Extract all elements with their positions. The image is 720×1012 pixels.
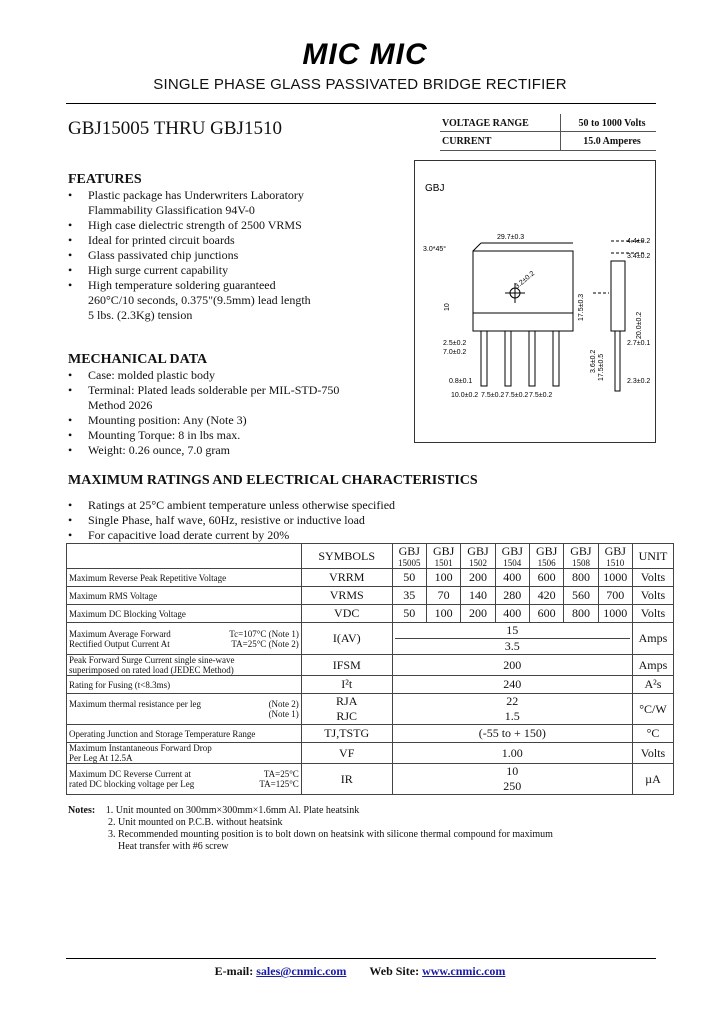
list-item: • Mounting position: Any (Note 3) (68, 413, 247, 427)
features-heading: FEATURES (68, 172, 142, 187)
list-item: • High temperature soldering guaranteed (68, 278, 276, 292)
email-link[interactable]: sales@cnmic.com (256, 964, 347, 978)
svg-text:3.2±0.2: 3.2±0.2 (513, 270, 537, 291)
lead (553, 331, 559, 386)
symbols-header: SYMBOLS (301, 544, 392, 569)
svg-text:2.3±0.2: 2.3±0.2 (627, 378, 651, 385)
voltage-range-value: 50 to 1000 Volts (578, 118, 646, 129)
svg-text:17.5±0.5: 17.5±0.5 (598, 353, 605, 381)
voltage-range-label: VOLTAGE RANGE (442, 118, 529, 129)
list-item: 260°C/10 seconds, 0.375"(9.5mm) lead length (88, 293, 311, 307)
bottom-rule (66, 958, 656, 959)
list-item: • High case dielectric strength of 2500 VRMS (68, 218, 302, 232)
svg-text:0.8±0.1: 0.8±0.1 (449, 378, 473, 385)
table-row: Peak Forward Surge Current single sine-wave superimposed on rated load (JEDEC Method) IFSM 200 Amps (67, 655, 674, 676)
svg-text:4.4±0.2: 4.4±0.2 (627, 238, 651, 245)
list-item: Flammability Glassification 94V-0 (88, 203, 255, 217)
list-item: • Terminal: Plated leads solderable per MIL-STD-750 (68, 383, 340, 397)
svg-text:10.0±0.2: 10.0±0.2 (451, 392, 479, 399)
table-row: Maximum RMS Voltage VRMS 35 70 140 280 420 560 700 Volts (67, 587, 674, 605)
package-outline (415, 161, 655, 442)
list-item: • For capacitive load derate current by 20% (68, 528, 290, 542)
table-row: Maximum DC Reverse Current at TA=25°C rated DC blocking voltage per Leg TA=125°C IR 10 250 µA (67, 764, 674, 795)
list-item: • Single Phase, half wave, 60Hz, resistive or inductive load (68, 513, 365, 527)
spec-column-divider (560, 114, 561, 150)
list-item: • Weight: 0.26 ounce, 7.0 gram (68, 443, 231, 457)
lead (529, 331, 535, 386)
brand-logo (290, 38, 440, 68)
top-rule (66, 103, 656, 104)
list-item: • Ideal for printed circuit boards (68, 233, 235, 247)
lead (505, 331, 511, 386)
list-item: • Mounting Torque: 8 in lbs max. (68, 428, 241, 442)
svg-text:17.5±0.3: 17.5±0.3 (578, 293, 585, 321)
mechanical-heading: MECHANICAL DATA (68, 352, 208, 367)
list-item: Method 2026 (88, 398, 153, 412)
side-body (611, 261, 625, 331)
package-body (473, 251, 573, 331)
list-item: 5 lbs. (2.3Kg) tension (88, 308, 193, 322)
notes-label: Notes: (68, 805, 96, 816)
brand-logo-text: MIC MIC (302, 38, 428, 68)
svg-text:7.0±0.2: 7.0±0.2 (443, 349, 467, 356)
svg-text:7.5±0.2: 7.5±0.2 (529, 392, 553, 399)
table-row: Maximum Average Forward Tc=107°C (Note 1) Rectified Output Current At TA=25°C (Note 2) I(AV) 15 3.5 Amps (67, 623, 674, 655)
svg-text:29.7±0.3: 29.7±0.3 (497, 234, 525, 241)
table-row: Rating for Fusing (t<8.3ms) I²t 240 A²s (67, 676, 674, 694)
list-item: • Ratings at 25°C ambient temperature unless otherwise specified (68, 498, 396, 512)
table-header-row: SYMBOLS GBJ 15005 GBJ 1501 GBJ 1502 GBJ 1504 GBJ 1506 GBJ 1508 GBJ 1510 UNIT (67, 544, 674, 569)
list-item: • Plastic package has Underwriters Laboratory (68, 188, 304, 202)
ratings-bullets (68, 498, 568, 543)
svg-text:10: 10 (444, 303, 451, 311)
spec-divider (440, 150, 656, 151)
svg-text:3.6±0.2: 3.6±0.2 (590, 349, 597, 373)
side-lead (615, 331, 620, 391)
current-value: 15.0 Amperes (583, 136, 641, 147)
diagram-label: GBJ (425, 183, 445, 194)
table-row: Operating Junction and Storage Temperature Range TJ,TSTG (-55 to + 150) °C (67, 725, 674, 743)
lead (481, 331, 487, 386)
package-diagram (414, 160, 656, 443)
document-subtitle: SINGLE PHASE GLASS PASSIVATED BRIDGE RECTIFIER (153, 76, 567, 93)
ratings-heading: MAXIMUM RATINGS AND ELECTRICAL CHARACTERISTICS (68, 473, 478, 488)
notes: Notes: 1. Unit mounted on 300mm×300mm×1.6mm Al. Plate heatsink 2. Unit mounted on P.C.B. without heatsink 3. Recommended mounting position is to bolt down on heatsink with silicone thermal compound for maximum Heat transfer with #6 screw (68, 805, 553, 852)
footer: E-mail: sales@cnmic.com Web Site: www.cnmic.com (214, 964, 506, 978)
table-row: Maximum thermal resistance per leg (Note 2) (Note 1) RJA RJC 22 1.5 °C/W (67, 694, 674, 725)
svg-text:7.5±0.2: 7.5±0.2 (505, 392, 529, 399)
svg-text:3.4±0.2: 3.4±0.2 (627, 253, 651, 260)
svg-text:3.0*45°: 3.0*45° (423, 246, 447, 253)
mechanical-list (68, 368, 398, 458)
svg-text:2.7±0.1: 2.7±0.1 (627, 340, 651, 347)
current-label: CURRENT (442, 136, 492, 147)
ratings-table (66, 543, 674, 795)
part-number-title: GBJ15005 THRU GBJ1510 (68, 118, 282, 139)
table-row: Maximum Reverse Peak Repetitive Voltage VRRM 50 100 200 400 600 800 1000 Volts (67, 569, 674, 587)
list-item: • Glass passivated chip junctions (68, 248, 239, 262)
list-item: • Case: molded plastic body (68, 368, 215, 382)
svg-text:2.5±0.2: 2.5±0.2 (443, 340, 467, 347)
svg-text:7.5±0.2: 7.5±0.2 (481, 392, 505, 399)
unit-header: UNIT (632, 544, 673, 569)
website-link[interactable]: www.cnmic.com (422, 964, 506, 978)
table-row: Maximum Instantaneous Forward Drop Per Leg At 12.5A VF 1.00 Volts (67, 743, 674, 764)
list-item: • High surge current capability (68, 263, 229, 277)
spec-divider (440, 131, 656, 132)
table-row: Maximum DC Blocking Voltage VDC 50 100 200 400 600 800 1000 Volts (67, 605, 674, 623)
features-list (68, 188, 398, 323)
svg-text:20.0±0.2: 20.0±0.2 (636, 311, 643, 339)
